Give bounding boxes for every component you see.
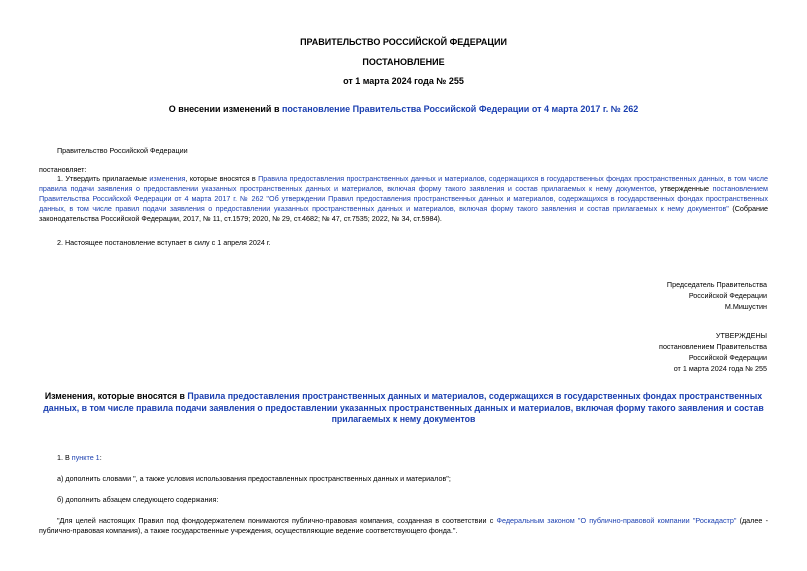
quote-link-law[interactable]: Федеральным законом "О публично-правовой компании "Роскадастр" [496, 516, 737, 525]
p1-text-a: 1. Утвердить прилагаемые [57, 174, 150, 183]
subject-prefix: О внесении изменений в [168, 104, 282, 114]
p1-link-rules[interactable]: Правила предоставления пространственных данных и материалов, содержащихся в государственных фондах пространственных данных, в том числе правила подачи заявления о предоставлении указанных пространственных данных и материалов, включая форму такого заявления и состав прилагаемых к нему документов [39, 174, 768, 193]
item1-link[interactable]: пункте 1 [71, 453, 100, 462]
quote-paragraph [39, 516, 768, 536]
p1-link-changes[interactable]: изменения [149, 174, 186, 183]
approval-line-1: УТВЕРЖДЕНЫ [715, 331, 767, 340]
item1-prefix: 1. В [57, 453, 72, 462]
p1-text-d: (Собрание законодательства Российской Федерации, 2017, № 11, ст.1579; 2020, № 29, ст.4682; № 47, ст.7535; 2022, № 34, ст.5984). [39, 204, 769, 223]
approval-line-3: Российской Федерации [688, 353, 767, 362]
p1-text-b: , которые вносятся в [185, 174, 259, 183]
signature-block [667, 279, 767, 312]
paragraph-1 [39, 174, 768, 224]
signature-line-1: Председатель Правительства [666, 280, 767, 289]
item-1 [57, 453, 102, 463]
doc-subject [0, 104, 807, 114]
issuer: Правительство Российской Федерации [57, 146, 188, 155]
signature-line-2: Российской Федерации [688, 291, 767, 300]
paragraph-2: 2. Настоящее постановление вступает в силу с 1 апреля 2024 г. [57, 238, 271, 247]
signature-line-3: М.Мишустин [724, 302, 767, 311]
p1-text-c: , утвержденные [654, 184, 713, 193]
approval-line-2: постановлением Правительства [659, 342, 767, 351]
item-b: б) дополнить абзацем следующего содержания: [57, 495, 219, 504]
item-a: а) дополнить словами ", а также условия использования предоставленных пространственных данных и материалов"; [57, 474, 451, 483]
changes-title-prefix: Изменения, которые вносятся в [44, 391, 188, 401]
changes-title [40, 391, 767, 426]
approval-block [659, 330, 767, 374]
decree-word: постановляет: [39, 165, 87, 174]
changes-title-link[interactable]: Правила предоставления пространственных данных и материалов, содержащихся в государственных фондах пространственных данных, в том числе правила подачи заявления о предоставлении указанных пространственных данных и материалов, включая форму такого заявления и состав прилагаемых к нему документов [43, 391, 764, 424]
approval-line-4: от 1 марта 2024 года № 255 [673, 364, 767, 373]
item1-suffix: : [99, 453, 102, 462]
quote-text-b: (далее - публично-правовая компания), а также государственные учреждения, осуществляющие ведение соответствующего фонда.". [39, 516, 768, 535]
subject-link[interactable]: постановление Правительства Российской Федерации от 4 марта 2017 г. № 262 [281, 104, 639, 114]
quote-text-a: "Для целей настоящих Правил под фондодержателем понимаются публично-правовая компания, созданная в соответствии с [57, 516, 497, 525]
doc-type: ПОСТАНОВЛЕНИЕ [362, 57, 445, 67]
doc-date-number: от 1 марта 2024 года № 255 [343, 76, 464, 86]
p1-link-decree[interactable]: постановлением Правительства Российской Федерации от 4 марта 2017 г. № 262 "Об утверждении Правил предоставления пространственных данных и материалов, содержащихся в государственных фондах пространственных данных, в том числе правил подачи заявления о предоставлении указанных пространственных данных и материалов, включая форму такого заявления и состав прилагаемых к нему документов" [39, 184, 768, 213]
org-title: ПРАВИТЕЛЬСТВО РОССИЙСКОЙ ФЕДЕРАЦИИ [300, 37, 507, 47]
